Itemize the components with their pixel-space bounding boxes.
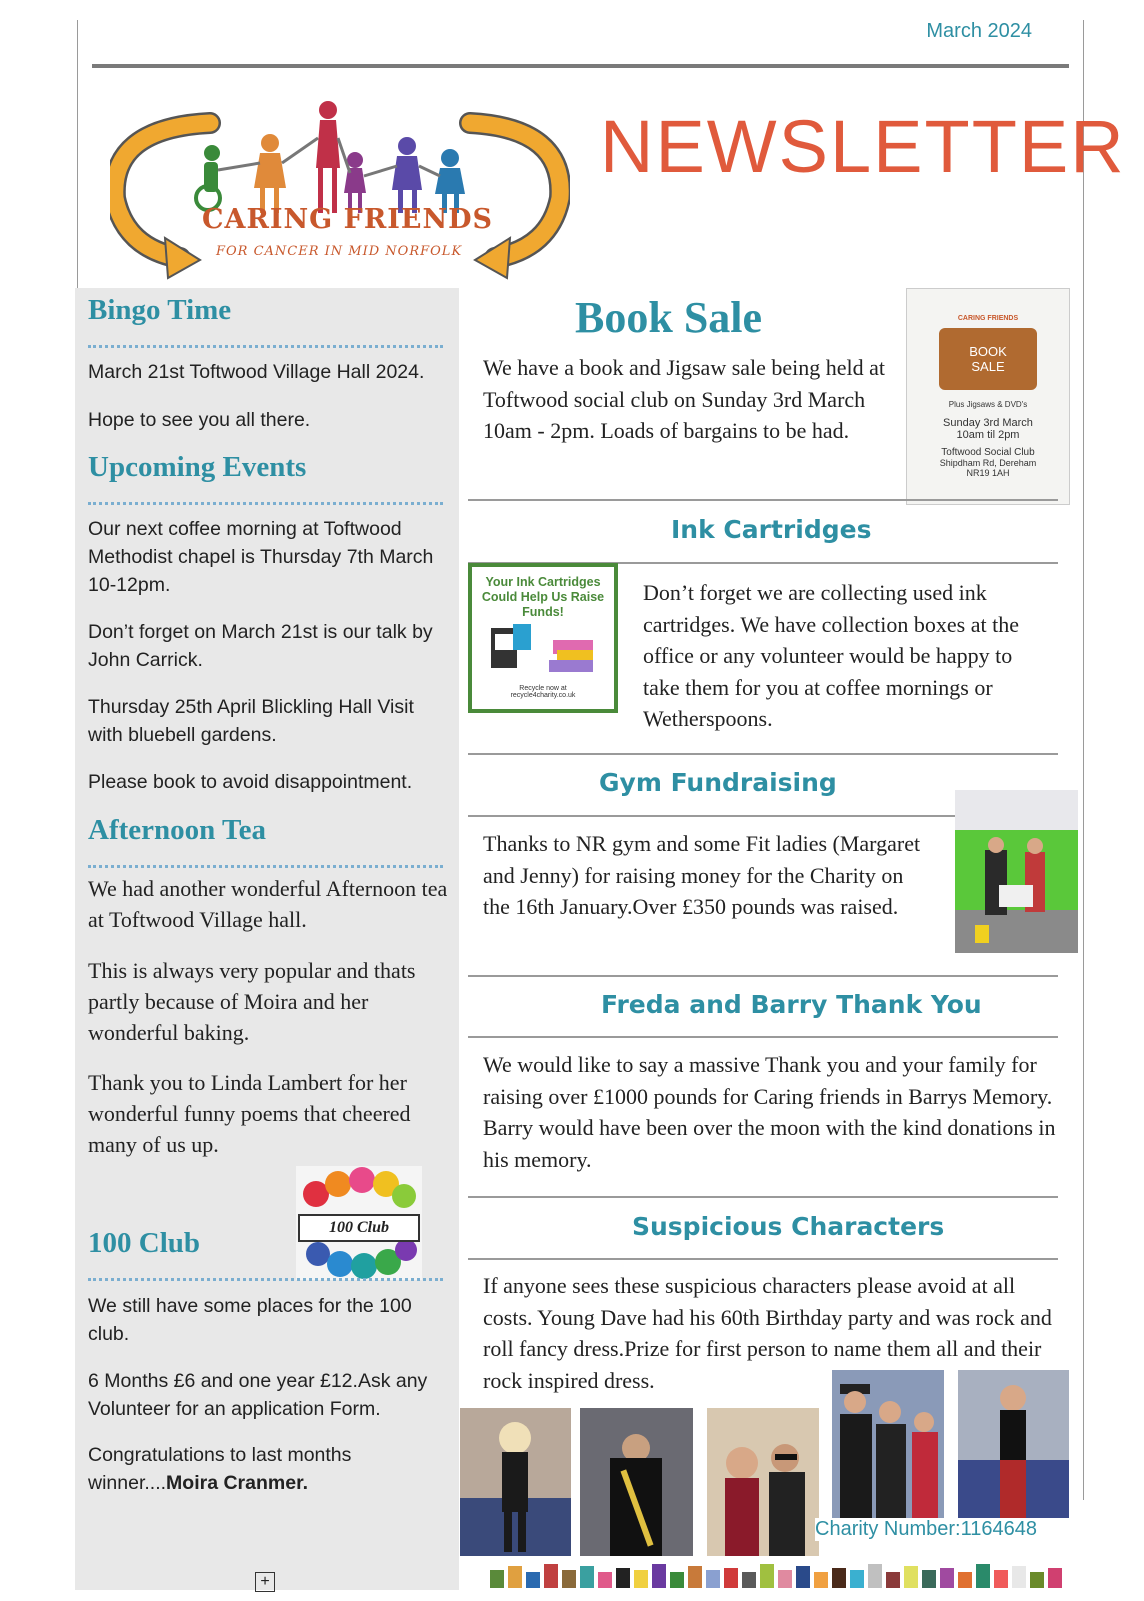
gym-heading: Gym Fundraising: [599, 768, 837, 797]
tea-divider: [88, 865, 443, 868]
ink-poster: [468, 563, 618, 713]
party-photo-1: [460, 1408, 571, 1556]
poster-title-2: SALE: [971, 359, 1005, 374]
header-rule: [92, 64, 1069, 68]
events-text-2: Don’t forget on March 21st is our talk by John Carrick.: [88, 621, 433, 671]
badge-label: 100 Club: [298, 1214, 420, 1242]
poster-sub: Plus Jigsaws & DVD's: [948, 400, 1028, 409]
party-photo-3: [707, 1408, 819, 1556]
freda-heading: Freda and Barry Thank You: [601, 990, 982, 1019]
party-photo-3-graphic: [707, 1408, 819, 1556]
rule-8: [468, 1258, 1058, 1260]
party-photo-5-graphic: [958, 1370, 1069, 1518]
rule-1: [468, 499, 1058, 501]
poster-date: Sunday 3rd March: [943, 417, 1033, 429]
book-sale-heading: Book Sale: [575, 293, 763, 342]
gym-photo-graphic: [955, 790, 1078, 953]
club-divider: [88, 1278, 443, 1281]
caring-friends-logo: [110, 98, 570, 288]
party-photo-4-graphic: [832, 1370, 944, 1520]
bingo-text-1: March 21st Toftwood Village Hall 2024.: [88, 361, 425, 383]
club-heading: 100 Club: [88, 1227, 201, 1259]
tea-text-2: This is always very popular and thats partly because of Moira and her wonderful baking.: [88, 958, 416, 1045]
gym-text: Thanks to NR gym and some Fit ladies (Margaret and Jenny) for raising money for the Charity on the 16th January.Over £350 pounds was raised.: [483, 831, 921, 919]
freda-text: We would like to say a massive Thank you and your family for raising over £1000 pounds for Caring friends in Barrys Memory. Barry would have been over the moon with the kind donations in his memory.: [483, 1052, 1056, 1172]
gym-photo: [955, 790, 1078, 953]
events-text-3: Thursday 25th April Blickling Hall Visit with bluebell gardens.: [88, 696, 414, 746]
ink-text: Don’t forget we are collecting used ink cartridges. We have collection boxes at the office or any volunteer would be happy to take them for you at coffee mornings or Wetherspoons.: [643, 580, 1019, 731]
club-text-2: 6 Months £6 and one year £12.Ask any Volunteer for an application Form.: [88, 1370, 428, 1420]
rule-3: [468, 753, 1058, 755]
poster-title-1: BOOK: [969, 344, 1007, 359]
rule-6: [468, 1036, 1058, 1038]
tea-text-3: Thank you to Linda Lambert for her wonderful funny poems that cheered many of us up.: [88, 1070, 411, 1157]
charity-number: Charity Number:1164648: [815, 1518, 1037, 1540]
suspicious-heading: Suspicious Characters: [632, 1212, 945, 1241]
rule-5: [468, 975, 1058, 977]
poster-org: CARING FRIENDS: [957, 315, 1019, 322]
decorative-pencil-strip: [490, 1562, 1075, 1588]
logo-tagline: FOR CANCER IN MID NORFOLK: [216, 244, 463, 259]
issue-date: March 2024: [926, 20, 1032, 42]
club-text-3: [88, 1441, 443, 1497]
club-winner-prefix: Congratulations to last months winner....: [88, 1444, 352, 1494]
club-text-1: We still have some places for the 100 club.: [88, 1295, 412, 1345]
suspicious-text: If anyone sees these suspicious characters please avoid at all costs. Young Dave had his 60th Birthday party and was rock and roll fancy dress.Prize for first person to name them all and their rock inspired dress.: [483, 1273, 1052, 1393]
poster-postcode: NR19 1AH: [966, 468, 1010, 478]
party-photo-2: [580, 1408, 693, 1556]
hundred-club-badge: [296, 1166, 422, 1280]
page-border-left: [77, 20, 78, 290]
events-divider: [88, 502, 443, 505]
logo-name: CARING FRIENDS: [202, 204, 494, 235]
events-text-1: Our next coffee morning at Toftwood Methodist chapel is Thursday 7th March 10-12pm.: [88, 518, 434, 596]
book-sale-poster: [906, 288, 1070, 505]
events-heading: Upcoming Events: [88, 451, 307, 483]
club-winner-name: Moira Cranmer.: [166, 1472, 309, 1494]
pencil-strip-graphic: [490, 1562, 1075, 1588]
anchor-icon: +: [255, 1572, 275, 1592]
newsletter-title: NEWSLETTER: [600, 105, 1126, 188]
party-photo-5: [958, 1370, 1069, 1518]
bingo-divider: [88, 345, 443, 348]
poster-venue-2: Shipdham Rd, Dereham: [939, 458, 1037, 468]
ink-poster-title: Your Ink Cartridges Could Help Us Raise Funds!: [481, 575, 605, 619]
bingo-heading: Bingo Time: [88, 294, 232, 326]
book-sale-text: We have a book and Jigsaw sale being held at Toftwood social club on Sunday 3rd March 10am - 2pm. Loads of bargains to be had.: [483, 355, 886, 443]
page-border-right: [1083, 20, 1084, 1500]
ink-poster-foot-2: recycle4charity.co.uk: [510, 692, 576, 699]
logo-graphic: [110, 98, 570, 288]
poster-books-image: [939, 328, 1037, 390]
ink-cartridge-graphic: [483, 620, 603, 680]
rule-7: [468, 1196, 1058, 1198]
ink-poster-foot-1: Recycle now at: [519, 685, 567, 692]
events-text-4: Please book to avoid disappointment.: [88, 771, 413, 793]
poster-time: 10am til 2pm: [956, 429, 1020, 441]
poster-venue-1: Toftwood Social Club: [941, 447, 1035, 458]
party-photo-1-graphic: [460, 1408, 571, 1556]
party-photo-4: [832, 1370, 944, 1520]
ink-heading: Ink Cartridges: [671, 515, 872, 544]
party-photo-2-graphic: [580, 1408, 693, 1556]
bingo-text-2: Hope to see you all there.: [88, 409, 311, 431]
tea-text-1: We had another wonderful Afternoon tea at Toftwood Village hall.: [88, 876, 448, 932]
tea-heading: Afternoon Tea: [88, 814, 267, 846]
